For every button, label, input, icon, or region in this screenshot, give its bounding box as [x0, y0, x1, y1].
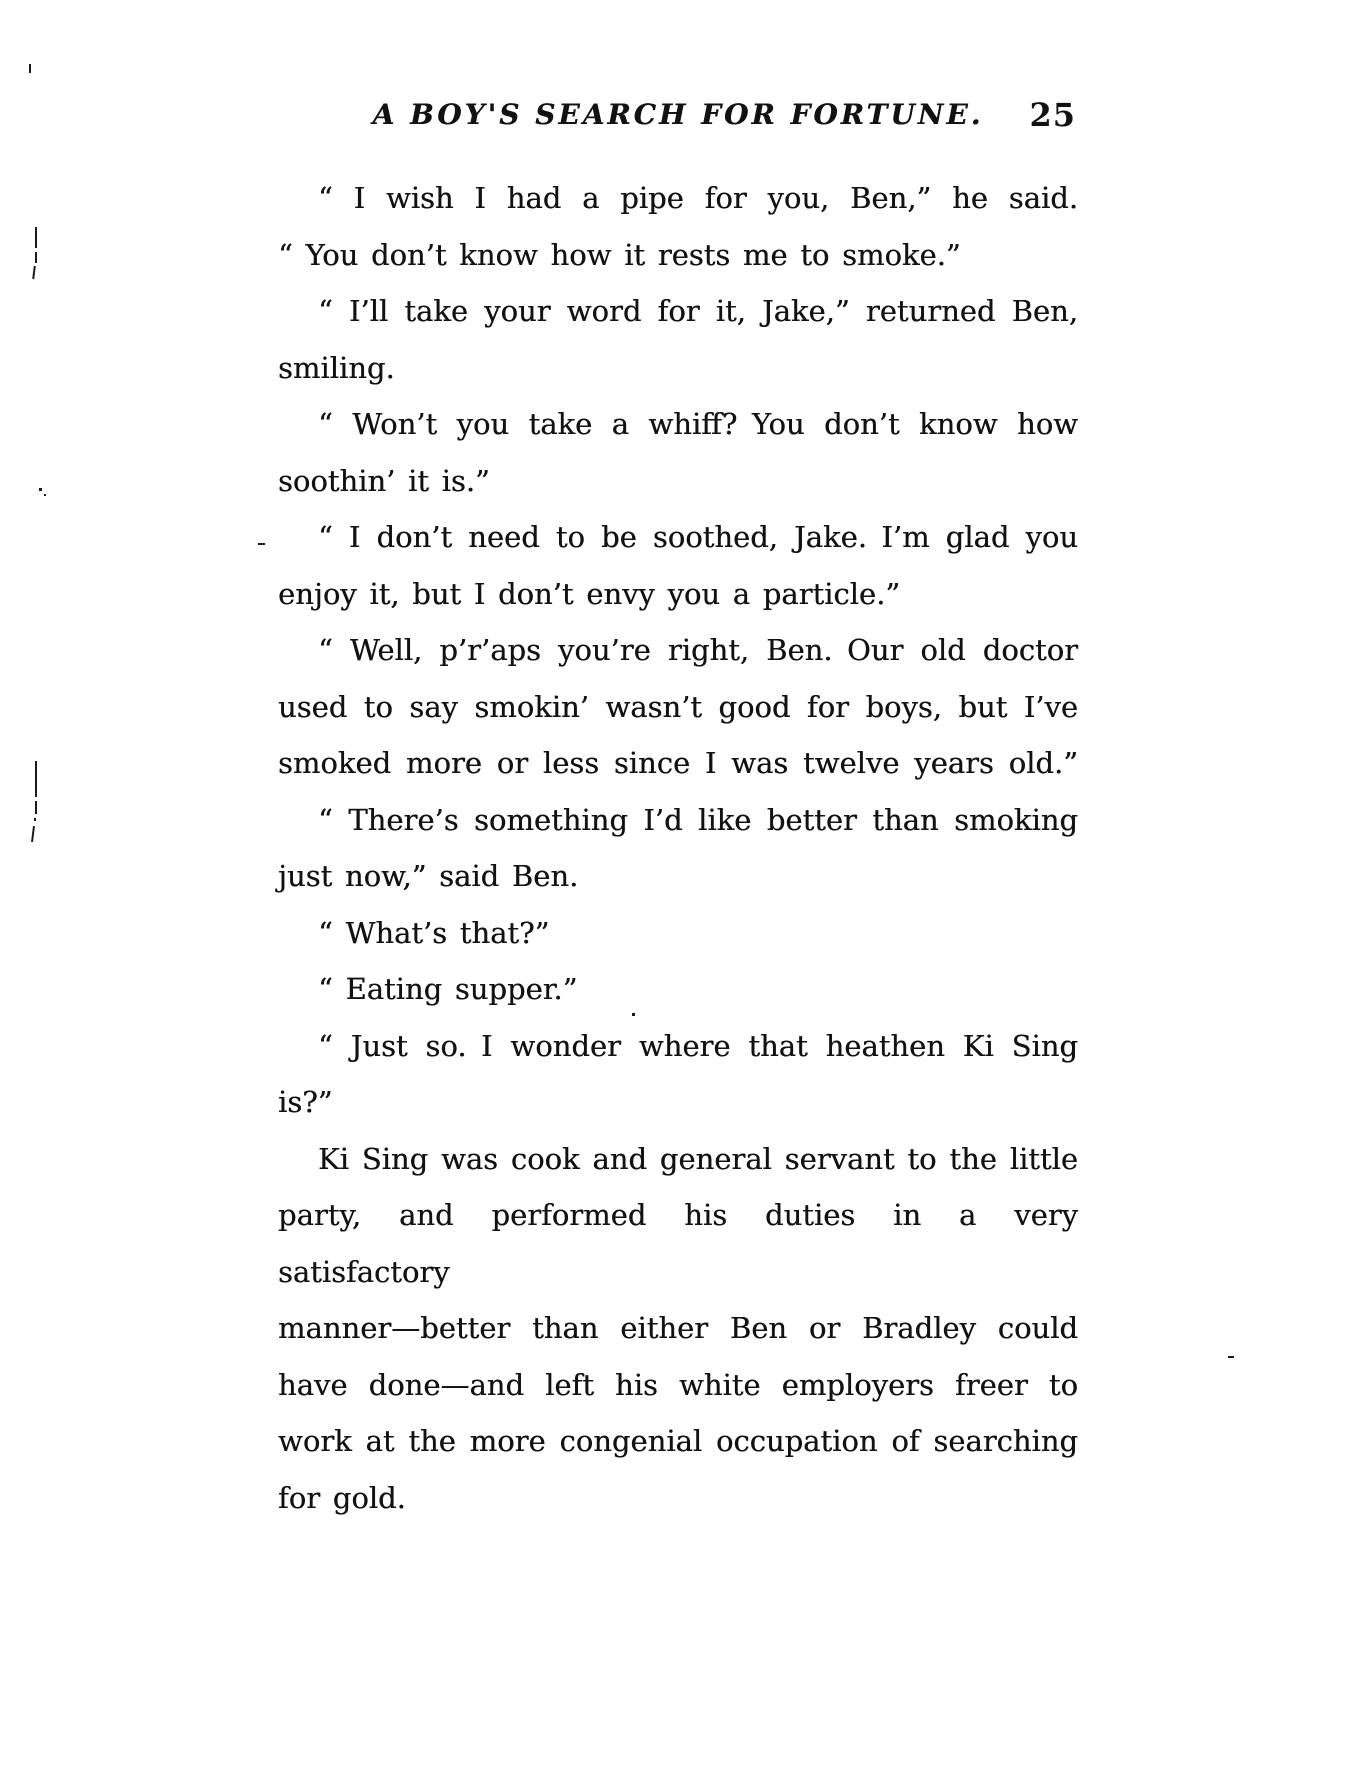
scan-artifact [1228, 1356, 1234, 1358]
text-line: “ Just so. I wonder where that heathen Ki Sing [318, 1028, 1078, 1063]
text-line: is?” [278, 1085, 333, 1119]
text-line: “ Eating supper.” [318, 972, 578, 1006]
text-line: smoked more or less since I was twelve years old.” [278, 746, 1078, 780]
page-number: 25 [1029, 96, 1076, 134]
text-line: “ What’s that?” [318, 915, 550, 950]
scan-artifact [35, 801, 37, 814]
text-line: have done—and left his white employers freer to [278, 1367, 1078, 1402]
scan-artifact [44, 494, 46, 496]
page-header [278, 98, 1078, 142]
text-line: enjoy it, but I don’t envy you a particle.” [278, 576, 901, 611]
scan-artifact [35, 761, 37, 797]
text-line: “ There’s something I’d like better than smoking [318, 802, 1078, 837]
scan-artifact [34, 818, 36, 821]
text-line: just now,” said Ben. [278, 859, 579, 893]
scan-artifact [35, 252, 37, 263]
paragraph [278, 961, 1078, 1018]
paragraph [278, 509, 1078, 622]
text-block [278, 170, 1078, 1526]
paragraph [278, 283, 1078, 396]
scan-artifact [39, 488, 42, 491]
text-line: work at the more congenial occupation of searching [278, 1424, 1078, 1458]
paragraph [278, 1018, 1078, 1131]
text-line: Ki Sing was cook and general servant to the little [318, 1141, 1078, 1176]
scan-artifact [29, 64, 31, 73]
text-line: manner—better than either Ben or Bradley could [278, 1311, 1078, 1345]
paragraph [278, 170, 1078, 283]
text-line: “ I don’t need to be soothed, Jake. I’m glad you [318, 520, 1078, 554]
text-line: “ Won’t you take a whiff? You don’t know how [318, 407, 1078, 441]
text-line: party, and performed his duties in a very satisfactory [278, 1198, 1078, 1289]
text-line: smiling. [278, 350, 395, 385]
text-line: “ You don’t know how it rests me to smoke.” [278, 237, 961, 272]
text-line: “ I wish I had a pipe for you, Ben,” he said. [318, 181, 1078, 215]
paragraph [278, 792, 1078, 905]
running-title: A BOY'S SEARCH FOR FORTUNE. [372, 98, 984, 131]
paragraph [278, 905, 1078, 962]
scan-artifact [31, 826, 35, 842]
paragraph [278, 396, 1078, 509]
paragraph [278, 1131, 1078, 1527]
text-line: soothin’ it is.” [278, 463, 490, 498]
scan-artifact [35, 227, 37, 248]
text-line: used to say smokin’ wasn’t good for boys, but I’ve [278, 689, 1078, 724]
scan-artifact [632, 1013, 635, 1016]
scan-artifact [258, 543, 265, 545]
paragraph [278, 622, 1078, 792]
text-line: “ Well, p’r’aps you’re right, Ben. Our old doctor [318, 633, 1078, 667]
text-line: for gold. [278, 1480, 406, 1515]
scan-artifact [32, 266, 36, 279]
text-line: “ I’ll take your word for it, Jake,” returned Ben, [318, 294, 1078, 328]
